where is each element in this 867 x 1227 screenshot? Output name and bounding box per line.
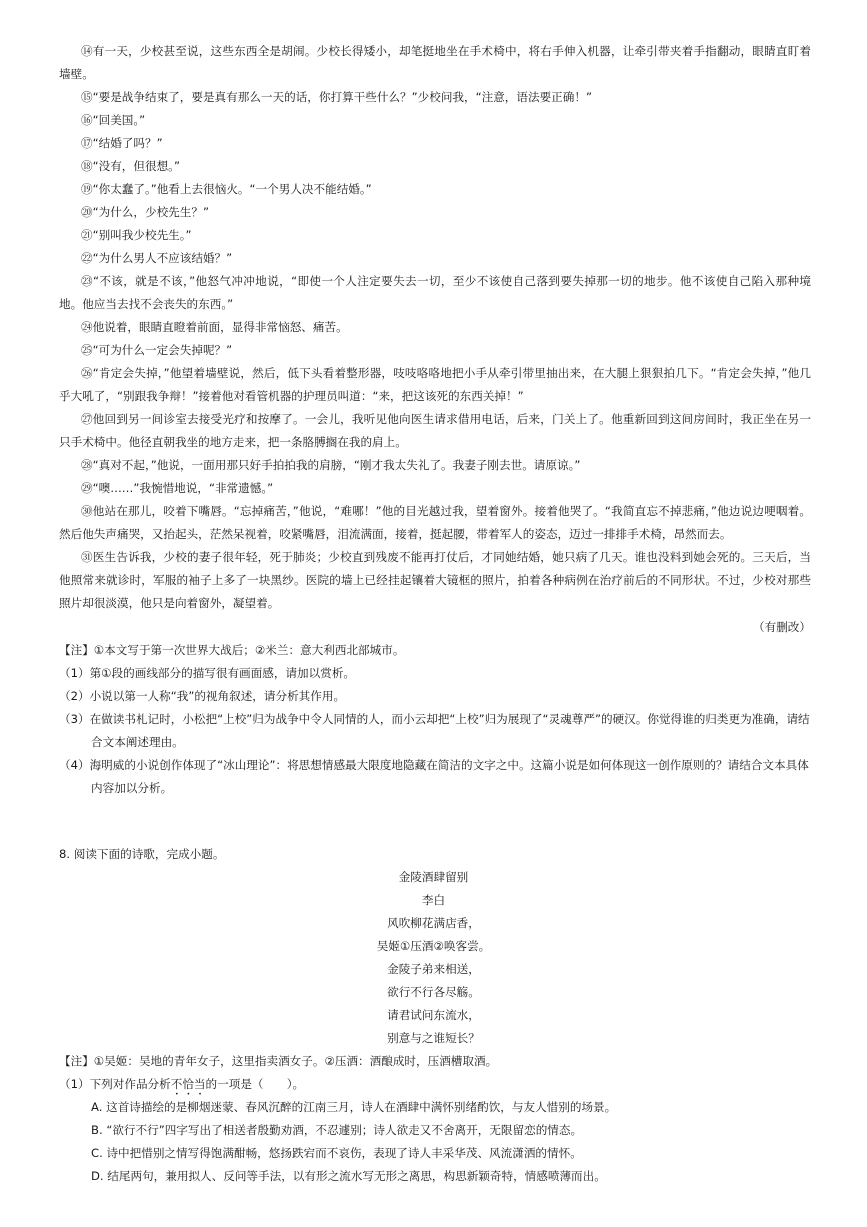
subquestion-1-suffix: 的一项是（ ）。: [205, 1077, 305, 1091]
paragraph-22: ㉒“为什么男人不应该结婚？”: [81, 251, 233, 265]
poem-title: 金陵酒肆留别: [398, 870, 469, 884]
poem-line: 风吹柳花满店香，: [387, 916, 480, 930]
paragraph-30: ㉚他站在那儿，咬着下嘴唇。“忘掉痛苦，”他说，“难哪！”他的目光越过我，望着窗外。接着他哭了。“我简直忘不掉悲痛，”他边说边哽咽着。然后他失声痛哭，又抬起头，茫然呆视着，咬紧嘴唇，泪流满面，接着，挺起腰，带着军人的姿态，迈过一排排手术椅，昂然而去。: [59, 504, 811, 542]
option-c: C. 诗中把惜别之情写得饱满酣畅，悠扬跌宕而不哀伤，表现了诗人丰采华茂、风流潇洒的情怀。: [91, 1146, 582, 1160]
paragraph-24: ㉔他说着，眼睛直瞪着前面，显得非常恼怒、痛苦。: [81, 320, 348, 334]
paragraph-14: ⑭有一天，少校甚至说，这些东西全是胡闹。少校长得矮小，却笔挺地坐在手术椅中，将右手伸入机器，让牵引带夹着手指翻动，眼睛直盯着墙壁。: [59, 44, 811, 82]
poem-line: 吴姬①压酒②唤客尝。: [376, 939, 491, 953]
paragraph-15: ⑮“要是战争结束了，要是真有那么一天的话，你打算干些什么？”少校问我，“注意，语法要正确！”: [81, 90, 592, 104]
question-1: （1）第①段的画线部分的描写很有画面感，请加以赏析。: [59, 666, 356, 680]
question-2: （2）小说以第一人称“我”的视角叙述，请分析其作用。: [59, 689, 346, 703]
option-d: D. 结尾两句，兼用拟人、反问等手法，以有形之流水写无形之离思，构思新颖奇特，情感喷薄而出。: [91, 1169, 606, 1183]
paragraph-20: ⑳“为什么，少校先生？”: [81, 205, 209, 219]
paragraph-31: ㉛医生告诉我，少校的妻子很年轻，死于肺炎；少校直到残废不能再打仗后，才同她结婚，她只病了几天。谁也没料到她会死的。三天后，当他照常来就诊时，军服的袖子上多了一块黑纱。医院的墙上已经挂起镶着大镜框的照片，拍着各种病例在治疗前后的不同形状。不过，少校对那些照片却很淡漠，他只是向着窗外，凝望着。: [59, 550, 811, 611]
paragraph-26: ㉖“肯定会失掉，”他望着墙壁说，然后，低下头看着整形器，吱吱咯咯地把小手从牵引带里抽出来，在大腿上狠狠拍几下。“肯定会失掉，”他几乎大吼了，“别跟我争辩！”接着他对看管机器的护理员叫道：“来，把这该死的东西关掉！”: [59, 366, 811, 404]
question-8-heading: 8. 阅读下面的诗歌，完成小题。: [59, 847, 225, 861]
option-a: A. 这首诗描绘的是柳烟迷蒙、春风沉醉的江南三月，诗人在酒肆中满怀别绪酌饮，与友人惜别的场景。: [91, 1100, 617, 1114]
paragraph-29: ㉙“噢……”我惋惜地说，“非常遗憾。”: [81, 481, 274, 495]
poem-line: 欲行不行各尽觞。: [387, 985, 480, 999]
subquestion-1-prefix: （1）下列对作品分析: [59, 1077, 171, 1091]
poem-footnote: 【注】①吴姬：吴地的青年女子，这里指卖酒女子。②压酒：酒酿成时，压酒槽取酒。: [59, 1054, 498, 1068]
paragraph-28: ㉘“真对不起，”他说，一面用那只好手拍拍我的肩膀，“刚才我太失礼了。我妻子刚去世。请原谅。”: [81, 458, 581, 472]
poem-line: 请君试问东流水，: [387, 1008, 480, 1022]
question-3: （3）在做读书札记时，小松把“上校”归为战争中令人同情的人，而小云却把“上校”归为展现了“灵魂尊严”的硬汉。你觉得谁的归类更为准确，请结合文本阐述理由。: [59, 712, 810, 750]
paragraph-27: ㉗他回到另一间诊室去接受光疗和按摩了。一会儿，我听见他向医生请求借用电话，后来，门关上了。他重新回到这间房间时，我正坐在另一只手术椅中。他径直朝我坐的地方走来，把一条胳膊搁在我的肩上。: [59, 412, 811, 450]
story-footnote: 【注】①本文写于第一次世界大战后；②米兰：意大利西北部城市。: [59, 643, 405, 657]
question-4: （4）海明威的小说创作体现了“冰山理论”：将思想情感最大限度地隐藏在简洁的文字之中。这篇小说是如何体现这一创作原则的？请结合文本具体内容加以分析。: [59, 758, 809, 796]
option-b: B. “欲行不行”四字写出了相送者殷勤劝酒，不忍遽别；诗人欲走又不舍离开，无限留恋的情态。: [91, 1123, 583, 1137]
subquestion-1: [59, 1073, 811, 1098]
emphasized-text: 不恰当: [170, 1077, 206, 1091]
paragraph-17: ⑰“结婚了吗？”: [81, 136, 163, 150]
paragraph-19: ⑲“你太蠢了。”他看上去很恼火。“一个男人决不能结婚。”: [81, 182, 372, 196]
paragraph-25: ㉕“可为什么一定会失掉呢？”: [81, 343, 233, 357]
paragraph-18: ⑱“没有，但很想。”: [81, 159, 180, 173]
poem-author: 李白: [421, 893, 446, 907]
paragraph-21: ㉑“别叫我少校先生。”: [81, 228, 192, 242]
paragraph-16: ⑯“回美国。”: [81, 113, 146, 127]
source-note: （有删改）: [753, 620, 811, 634]
poem-line: 金陵子弟来相送，: [387, 962, 480, 976]
poem-line: 别意与之谁短长？: [387, 1031, 480, 1045]
paragraph-23: ㉓“不该，就是不该，”他怒气冲冲地说，“即使一个人注定要失去一切，至少不该使自己落到要失掉那一切的地步。他不该使自己陷入那种境地。他应当去找不会丧失的东西。”: [59, 274, 811, 312]
